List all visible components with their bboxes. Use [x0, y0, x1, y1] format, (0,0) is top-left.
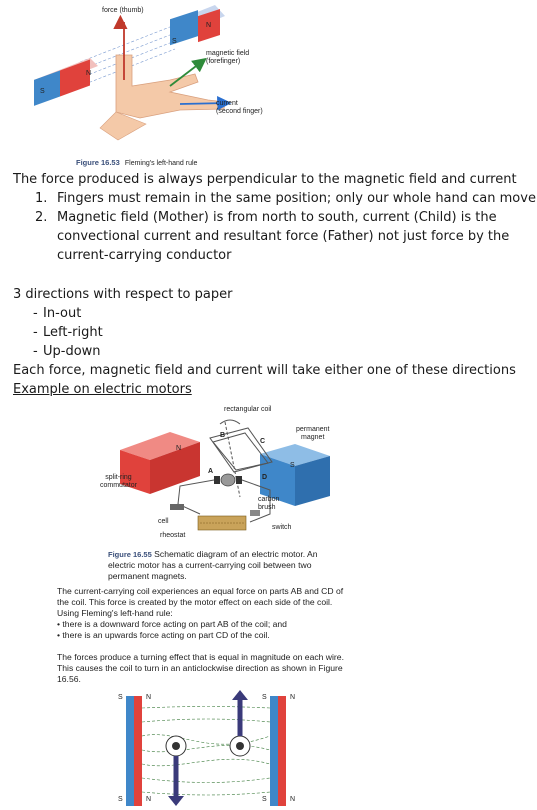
commutator: [214, 474, 242, 486]
label-force: force (thumb): [102, 7, 144, 14]
list-item: - In-out: [33, 306, 82, 321]
point-c: C: [260, 438, 266, 445]
pole-n-bottom-left: N: [146, 796, 152, 803]
figure-16-53-caption: Figure 16.53 Fleming's left-hand rule: [76, 158, 198, 167]
label-commutator: split-ring commutator: [100, 474, 137, 489]
point-b: B: [220, 432, 226, 439]
pole-s-top-right: S: [262, 694, 267, 701]
pole-n-top-right: N: [290, 694, 296, 701]
top-magnet: [170, 5, 225, 45]
list-item: 1. Fingers must remain in the same position; only our whole hand can move: [35, 191, 536, 206]
pole-s-back: S: [172, 38, 177, 45]
pole-s-top-left: S: [118, 694, 123, 701]
label-carbon-brush: carbon brush: [258, 496, 280, 511]
label-magnetic-field: magnetic field (forefinger): [206, 50, 250, 65]
pole-n-bottom-right: N: [290, 796, 296, 803]
label-current: current (second finger): [216, 100, 263, 115]
bottom-magnet: [34, 58, 98, 106]
pole-n-back: N: [206, 22, 212, 29]
example-heading: Example on electric motors: [13, 382, 192, 397]
label-switch: switch: [272, 524, 292, 531]
label-rectangular-coil: rectangular coil: [224, 406, 272, 413]
label-permanent-magnet: permanent magnet: [296, 426, 330, 441]
bullet-item: • there is a downward force acting on part AB of the coil; and: [57, 619, 287, 629]
book-paragraph-1: The current-carrying coil experiences an equal force on parts AB and CD of the coil. This force is created by the motor effect on each side of the coil. Using Fleming's left-hand rule: • there is a downward force acting on part AB of the coil; and • there is an upwards force acting on part CD of the coil.: [57, 586, 344, 640]
rheostat-shape: [198, 516, 246, 530]
pole-n: N: [176, 445, 182, 452]
pole-n-front: N: [86, 70, 92, 77]
point-d: D: [262, 474, 268, 481]
fleming-hand-illustration: [20, 0, 320, 150]
fleming-figure: [20, 0, 320, 168]
point-a: A: [208, 468, 214, 475]
pole-n-top-left: N: [146, 694, 152, 701]
directions-heading: 3 directions with respect to paper: [13, 287, 233, 302]
figure-16-55-caption: Figure 16.55 Schematic diagram of an electric motor. An electric motor has a current-carrying coil between two permanent magnets.: [108, 549, 318, 581]
wire-cd: [230, 736, 250, 756]
list-item: 2. Magnetic field (Mother) is from north to south, current (Child) is the convectional current and resultant force (Father) not just force by the current-carrying conductor: [35, 210, 510, 263]
hand-shape: [100, 55, 225, 140]
cell-shape: [170, 504, 184, 510]
bullet-item: • there is an upwards force acting on part CD of the coil.: [57, 630, 270, 640]
pole-s-bottom-right: S: [262, 796, 267, 803]
intro-text: The force produced is always perpendicular to the magnetic field and current: [13, 172, 517, 187]
field-lines-diagram: [118, 688, 308, 806]
pole-s-front: S: [40, 88, 45, 95]
label-rheostat: rheostat: [160, 532, 186, 539]
directions-list: [13, 304, 103, 361]
list-item: - Left-right: [33, 325, 103, 340]
book-paragraph-2: The forces produce a turning effect that is equal in magnitude on each wire. This causes the coil to turn in an anticlockwise direction as shown in Figure 16.56.: [57, 652, 344, 684]
summary-text: Each force, magnetic field and current will take either one of these directions: [13, 363, 516, 378]
label-cell: cell: [158, 518, 169, 525]
rules-list: [35, 189, 536, 265]
turning-coil-figure: [118, 688, 308, 806]
motor-figure: [100, 402, 340, 582]
pole-s: S: [290, 462, 295, 469]
pole-s-bottom-left: S: [118, 796, 123, 803]
motor-diagram: [100, 402, 340, 542]
list-item: - Up-down: [33, 344, 101, 359]
wire-ab: [166, 736, 186, 756]
